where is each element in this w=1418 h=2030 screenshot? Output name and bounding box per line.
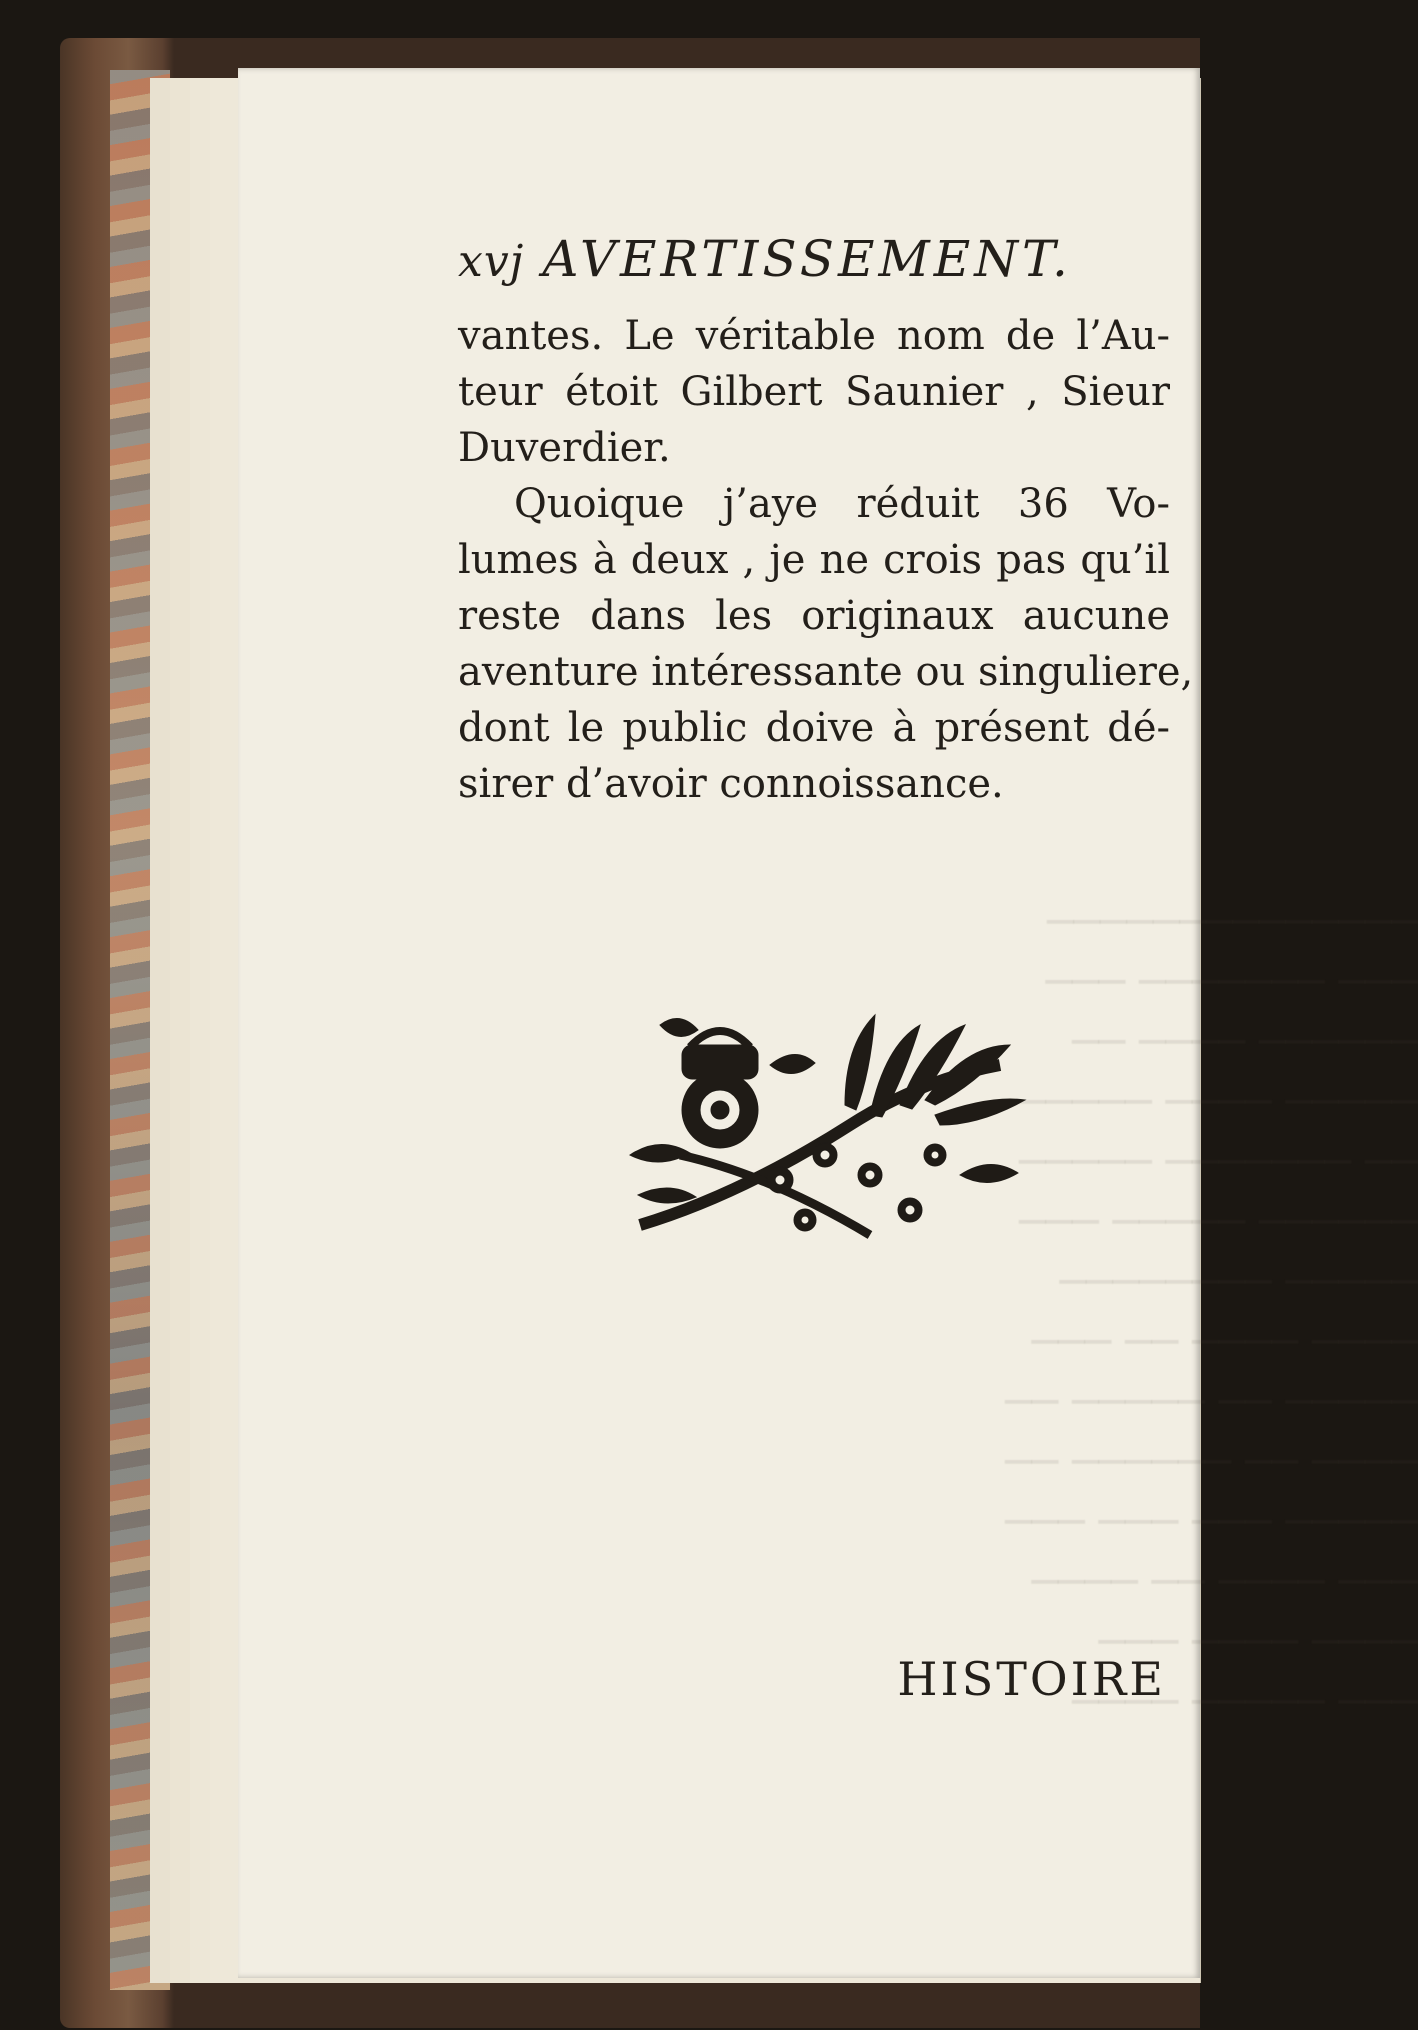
text-line: lumes à deux , je ne crois pas qu’il (458, 537, 1170, 583)
text-line: teur étoit Gilbert Saunier , Sieur (458, 369, 1170, 415)
text-line: vantes. Le véritable nom de l’Au- (458, 313, 1170, 359)
running-head-title: AVERTISSEMENT. (542, 230, 1072, 288)
text-line: dont le public doive à présent dé- (458, 705, 1170, 751)
catchword: HISTOIRE (897, 1652, 1166, 1706)
paragraph-2 (458, 476, 1194, 812)
paragraph-1 (458, 308, 1170, 476)
page-number: xvj (458, 236, 525, 287)
text-line: reste dans les originaux aucune (458, 593, 1170, 639)
text-line: Quoique j’aye réduit 36 Vo- (514, 481, 1170, 527)
floral-vignette-icon (620, 1005, 1030, 1245)
show-through-texture: ────────────── ─── ─────── ─── ────── ──── ── ───── ──── ───── ── ─────── ───── ────── ───── ─── ───── ──────── ──── ──── ── ─── ───── ── ───── ── ──── ── ────── ── ───── ─── ─── ─── ─── ──── ── ──── ──── ──── ─── ─── ───── ──── (1005, 897, 1418, 1728)
text-line: aventure intéressante ou singuliere, (458, 649, 1194, 695)
text-line: sirer d’avoir connoissance. (458, 761, 1004, 807)
running-head (458, 230, 1170, 308)
page-text-block (458, 230, 1194, 812)
text-line: Duverdier. (458, 425, 671, 471)
